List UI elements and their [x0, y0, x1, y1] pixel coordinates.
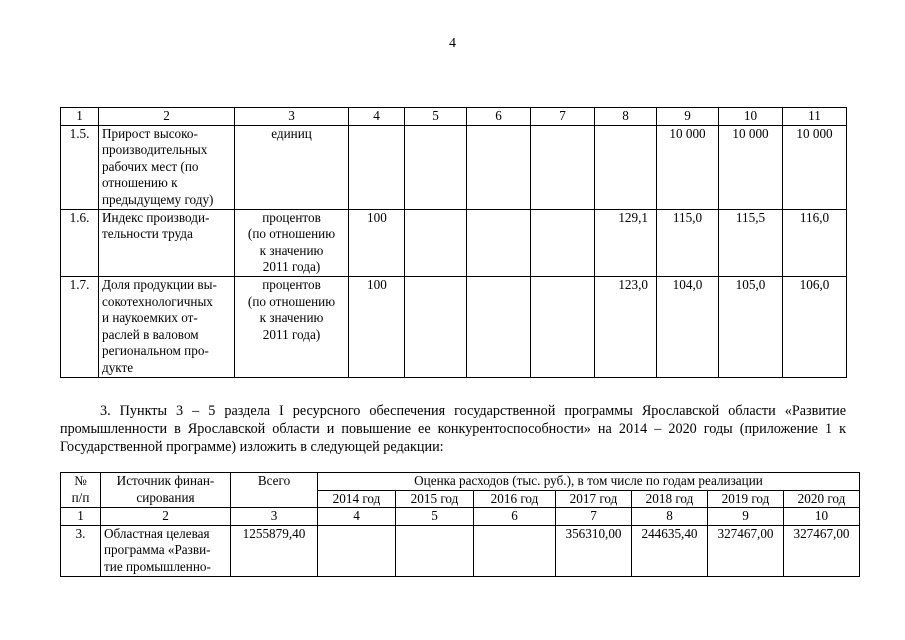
text-line: и наукоемких от- — [102, 310, 198, 326]
text-line: к значению — [259, 310, 324, 326]
index-cell: 1 — [61, 508, 101, 526]
year-header: 2014 год — [318, 490, 396, 508]
table-row — [61, 125, 847, 209]
header-cell: 10 — [719, 108, 783, 126]
text-line: № — [74, 473, 87, 488]
value-cell: 129,1 — [595, 209, 657, 276]
paragraph-text: 3. Пункты 3 – 5 раздела I ресурсного обеспечения государственной программы Ярославской области «Развитие промышленности в Ярославской области и повышение ее конкурентоспособности» на 2014 – 2020 годы (приложение 1 к Государственной программе) изложить в следующей редакции: — [60, 403, 846, 455]
value-cell — [405, 209, 467, 276]
value-cell — [595, 125, 657, 209]
text-line: Источник финан- — [116, 473, 215, 488]
value-cell: 244635,40 — [632, 525, 708, 576]
value-cell: 10 000 — [719, 125, 783, 209]
header-cell: 4 — [349, 108, 405, 126]
text-line: раслей в валовом — [102, 326, 199, 342]
value-cell — [405, 276, 467, 377]
col-source-header — [101, 473, 231, 508]
index-cell: 2 — [101, 508, 231, 526]
unit-cell — [235, 276, 349, 377]
indicator-name — [99, 125, 235, 209]
header-cell: 9 — [657, 108, 719, 126]
text-line: Индекс производи- — [102, 209, 210, 225]
text-line: сокотехнологичных — [102, 293, 213, 309]
index-cell: 9 — [708, 508, 784, 526]
unit-cell — [235, 209, 349, 276]
text-line: рабочих мест (по — [102, 158, 199, 174]
text-line: программа «Разви- — [104, 542, 211, 558]
text-line: региональном про- — [102, 343, 209, 359]
year-header: 2017 год — [556, 490, 632, 508]
total-cell: 1255879,40 — [231, 525, 318, 576]
text-line: п/п — [71, 489, 90, 505]
header-cell: 1 — [61, 108, 99, 126]
header-cell: 7 — [531, 108, 595, 126]
value-cell: 356310,00 — [556, 525, 632, 576]
value-cell — [396, 525, 474, 576]
year-header: 2019 год — [708, 490, 784, 508]
value-cell — [531, 276, 595, 377]
text-line: отношению к — [102, 175, 178, 191]
index-cell: 6 — [474, 508, 556, 526]
indicators-header-row — [61, 108, 847, 126]
header-cell: 5 — [405, 108, 467, 126]
header-cell: 11 — [783, 108, 847, 126]
value-cell — [531, 209, 595, 276]
value-cell: 327467,00 — [784, 525, 860, 576]
text-line: процентов — [262, 276, 321, 292]
index-cell: 4 — [318, 508, 396, 526]
text-line: Прирост высоко- — [102, 125, 198, 141]
value-cell: 105,0 — [719, 276, 783, 377]
text-line: (по отношению — [247, 226, 336, 242]
table-row — [61, 525, 860, 576]
value-cell: 10 000 — [783, 125, 847, 209]
value-cell — [474, 525, 556, 576]
index-cell: 10 — [784, 508, 860, 526]
value-cell — [318, 525, 396, 576]
text-line: дукте — [102, 359, 134, 375]
page-number: 4 — [449, 36, 456, 51]
year-header: 2015 год — [396, 490, 474, 508]
resources-table — [60, 472, 860, 577]
year-header: 2016 год — [474, 490, 556, 508]
table-row — [61, 276, 847, 377]
text-line: производительных — [102, 142, 208, 158]
index-cell: 3 — [231, 508, 318, 526]
text-line: Областная целевая — [104, 525, 210, 541]
indicator-name — [99, 209, 235, 276]
header-cell: 6 — [467, 108, 531, 126]
row-number: 1.5. — [61, 125, 99, 209]
text-line: предыдущему году) — [102, 191, 214, 207]
value-cell: 327467,00 — [708, 525, 784, 576]
value-cell — [467, 209, 531, 276]
header-cell: 3 — [235, 108, 349, 126]
value-cell: 100 — [349, 276, 405, 377]
table-row — [61, 209, 847, 276]
indicator-name — [99, 276, 235, 377]
row-number: 1.7. — [61, 276, 99, 377]
source-cell — [101, 525, 231, 576]
body-paragraph — [60, 402, 846, 456]
unit-cell — [235, 125, 349, 209]
index-cell: 7 — [556, 508, 632, 526]
text-line: тие промышленно- — [104, 558, 211, 574]
text-line: к значению — [259, 242, 324, 258]
row-number: 1.6. — [61, 209, 99, 276]
index-cell: 8 — [632, 508, 708, 526]
row-number: 3. — [61, 525, 101, 576]
header-cell: 2 — [99, 108, 235, 126]
text-line: Доля продукции вы- — [102, 276, 217, 292]
text-line: (по отношению — [247, 293, 336, 309]
text-line: сирования — [136, 489, 195, 505]
value-cell — [531, 125, 595, 209]
text-line: 2011 года) — [262, 326, 321, 342]
col-number-header — [61, 473, 101, 508]
resources-header-row — [61, 473, 860, 491]
index-cell: 5 — [396, 508, 474, 526]
text-line: 2011 года) — [262, 259, 321, 275]
value-cell: 10 000 — [657, 125, 719, 209]
col-group-header: Оценка расходов (тыс. руб.), в том числе по годам реализации — [318, 473, 860, 491]
value-cell: 106,0 — [783, 276, 847, 377]
value-cell — [349, 125, 405, 209]
text-line: единиц — [271, 125, 312, 141]
indicators-table — [60, 107, 847, 378]
year-header: 2018 год — [632, 490, 708, 508]
header-cell: 8 — [595, 108, 657, 126]
col-total-header: Всего — [231, 473, 318, 508]
value-cell: 104,0 — [657, 276, 719, 377]
value-cell — [467, 125, 531, 209]
index-row — [61, 508, 860, 526]
text-line: процентов — [262, 209, 321, 225]
value-cell: 123,0 — [595, 276, 657, 377]
year-header: 2020 год — [784, 490, 860, 508]
value-cell: 116,0 — [783, 209, 847, 276]
value-cell: 115,5 — [719, 209, 783, 276]
text-line: тельности труда — [102, 226, 193, 242]
value-cell: 100 — [349, 209, 405, 276]
value-cell — [405, 125, 467, 209]
value-cell — [467, 276, 531, 377]
value-cell: 115,0 — [657, 209, 719, 276]
